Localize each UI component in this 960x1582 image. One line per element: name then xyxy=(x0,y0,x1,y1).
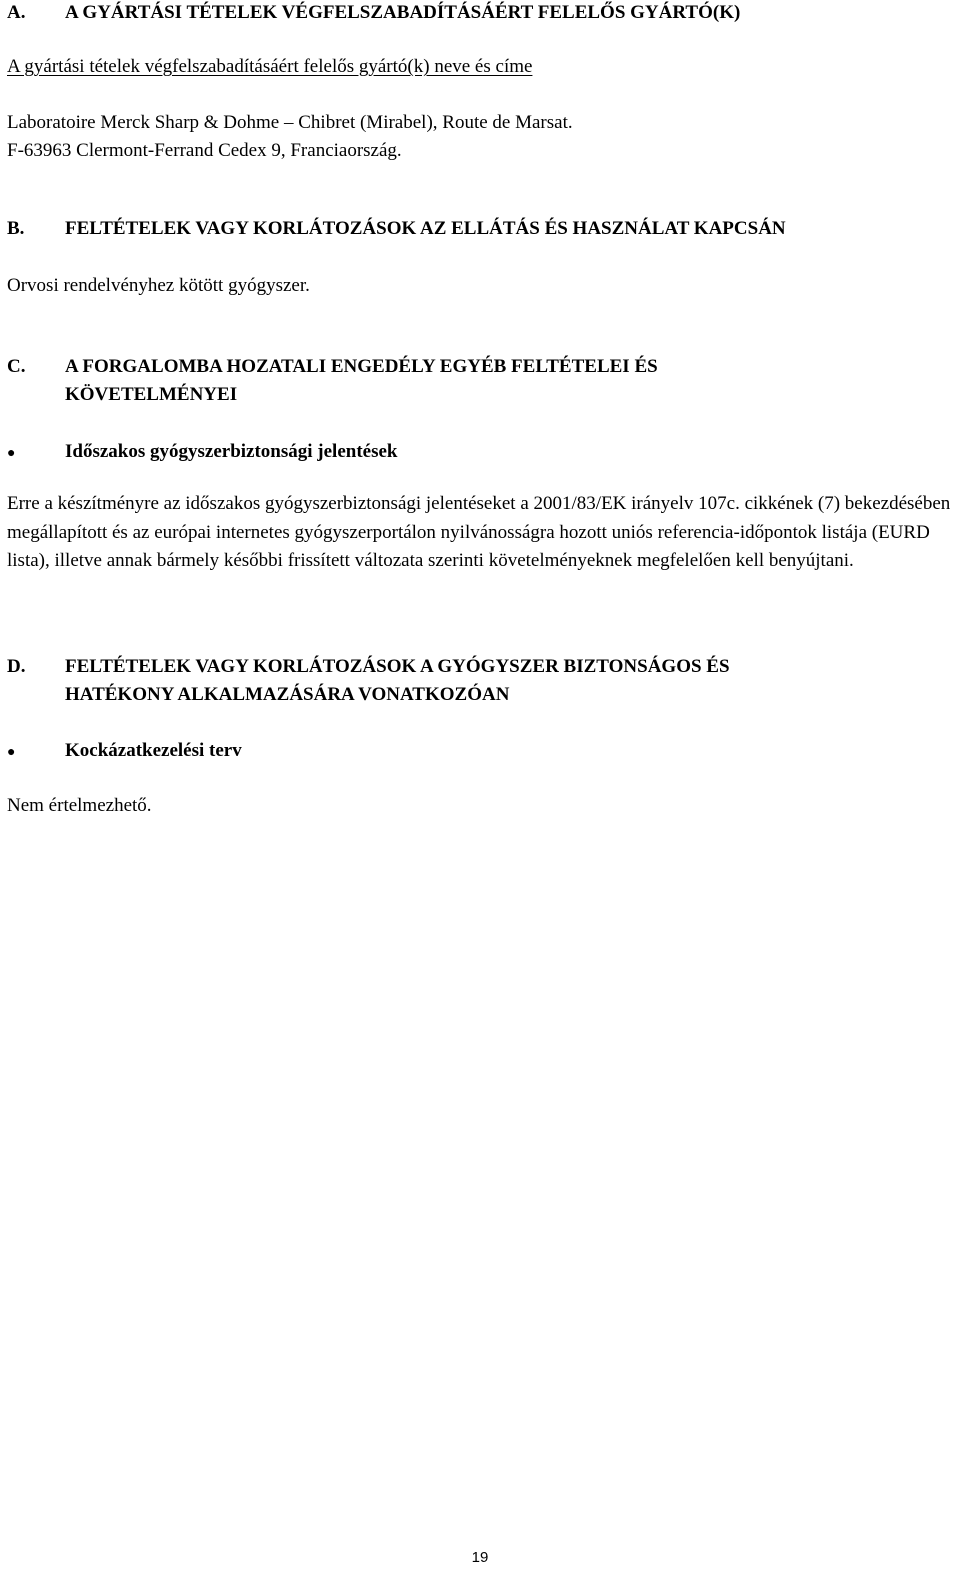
section-b-number: B. xyxy=(7,218,25,239)
rmp-heading: Kockázatkezelési terv xyxy=(65,740,242,761)
section-c-title-line-2: KÖVETELMÉNYEI xyxy=(65,384,238,405)
psur-paragraph: Erre a készítményre az időszakos gyógyszerbiztonsági jelentéseket a 2001/83/EK irányelv 107c. cikkének (7) bekezdésében megállapított és az európai internetes gyógyszerportálon nyilvánosságra hozott uniós referencia-időpontok listája (EURD lista), illetve annak bármely későbbi frissített változata szerinti követelményeknek megfelelően kell benyújtani. xyxy=(7,493,951,572)
rmp-text: Nem értelmezhető. xyxy=(7,795,152,816)
psur-heading: Időszakos gyógyszerbiztonsági jelentések xyxy=(65,441,398,462)
section-a-title: A GYÁRTÁSI TÉTELEK VÉGFELSZABADÍTÁSÁÉRT FELELŐS GYÁRTÓ(K) xyxy=(65,2,741,23)
bullet-icon: ● xyxy=(7,745,16,760)
section-a-number: A. xyxy=(7,2,26,23)
section-c-title-line-1: A FORGALOMBA HOZATALI ENGEDÉLY EGYÉB FELTÉTELEI ÉS xyxy=(65,356,658,377)
section-d-title-line-2: HATÉKONY ALKALMAZÁSÁRA VONATKOZÓAN xyxy=(65,684,510,705)
manufacturer-address-line-2: F-63963 Clermont-Ferrand Cedex 9, Franciaország. xyxy=(7,140,402,161)
section-b-title: FELTÉTELEK VAGY KORLÁTOZÁSOK AZ ELLÁTÁS ÉS HASZNÁLAT KAPCSÁN xyxy=(65,218,786,239)
manufacturer-address-line-1: Laboratoire Merck Sharp & Dohme – Chibret (Mirabel), Route de Marsat. xyxy=(7,112,573,133)
section-d-number: D. xyxy=(7,656,26,677)
section-a-subheading: A gyártási tételek végfelszabadításáért felelős gyártó(k) neve és címe xyxy=(7,56,533,77)
section-c-number: C. xyxy=(7,356,26,377)
page-number: 19 xyxy=(471,1549,489,1566)
section-d-title-line-1: FELTÉTELEK VAGY KORLÁTOZÁSOK A GYÓGYSZER BIZTONSÁGOS ÉS xyxy=(65,656,730,677)
bullet-icon: ● xyxy=(7,446,16,461)
prescription-status-text: Orvosi rendelvényhez kötött gyógyszer. xyxy=(7,275,310,296)
